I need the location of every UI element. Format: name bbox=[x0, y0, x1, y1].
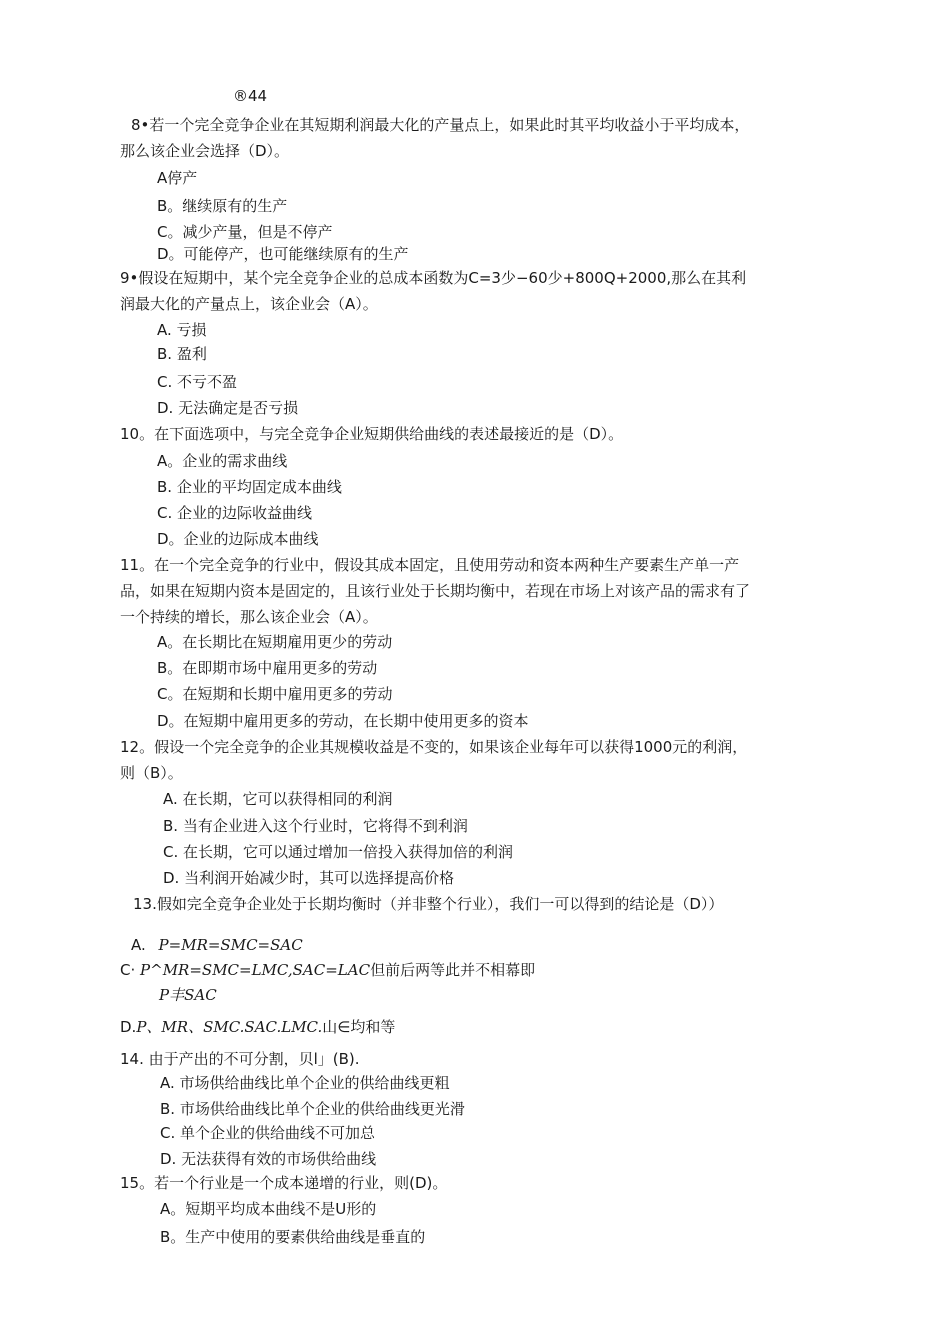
question-text: 14. 由于产出的不可分割，贝l」(B). bbox=[120, 1050, 360, 1068]
formula: P=MR=SMC=SAC bbox=[158, 936, 303, 954]
option-d: D. 无法确定是否亏损 bbox=[157, 399, 299, 417]
question-text: 11。在一个完全竞争的行业中，假设其成本固定，且使用劳动和资本两种生产要素生产单一产 bbox=[120, 556, 740, 574]
option-b: B. 当有企业进入这个行业时，它将得不到利润 bbox=[163, 817, 468, 835]
option-b: B. 盈利 bbox=[157, 345, 207, 363]
option-c: C. 不亏不盈 bbox=[157, 373, 238, 391]
option-c bbox=[120, 960, 535, 980]
question-text: 15。若一个行业是一个成本递增的行业，则(D)。 bbox=[120, 1174, 448, 1192]
option-b: B。继续原有的生产 bbox=[157, 197, 288, 215]
option-c: C。减少产量，但是不停产 bbox=[157, 223, 333, 241]
formula: P、MR、SMC.SAC.LMC. bbox=[136, 1018, 323, 1036]
option-a: A. 在长期，它可以获得相同的利润 bbox=[163, 790, 393, 808]
option-b: B。生产中使用的要素供给曲线是垂直的 bbox=[160, 1228, 426, 1246]
page-mark: ®44 bbox=[233, 87, 268, 105]
option-text: 山∈均和等 bbox=[322, 1018, 396, 1036]
option-a: A. 亏损 bbox=[157, 321, 207, 339]
question-text: 那么该企业会选择（D）。 bbox=[120, 142, 290, 160]
formula: P丰SAC bbox=[159, 986, 217, 1004]
question-text: 10。在下面选项中，与完全竞争企业短期供给曲线的表述最接近的是（D）。 bbox=[120, 425, 624, 443]
formula: P^MR=SMC=LMC,SAC=LAC bbox=[140, 961, 371, 979]
option-d: D。企业的边际成本曲线 bbox=[157, 530, 319, 548]
option-b: B。在即期市场中雇用更多的劳动 bbox=[157, 659, 378, 677]
option-d: D。在短期中雇用更多的劳动，在长期中使用更多的资本 bbox=[157, 712, 529, 730]
question-text: 则（B）。 bbox=[120, 764, 183, 782]
option-d: D. 无法获得有效的市场供给曲线 bbox=[160, 1150, 377, 1168]
option-label: D. bbox=[120, 1018, 137, 1036]
option-label: C· bbox=[120, 961, 136, 979]
question-text: 9•假设在短期中，某个完全竞争企业的总成本函数为C=3少−60少+800Q+2000,那么在其利 bbox=[120, 269, 747, 287]
option-a: A. 市场供给曲线比单个企业的供给曲线更粗 bbox=[160, 1074, 450, 1092]
option-d: D。可能停产，也可能继续原有的生产 bbox=[157, 245, 409, 263]
option-c: C. 企业的边际收益曲线 bbox=[157, 504, 313, 522]
option-c: C. 单个企业的供给曲线不可加总 bbox=[160, 1124, 376, 1142]
option-a: A。短期平均成本曲线不是U形的 bbox=[160, 1200, 377, 1218]
option-b: B. 市场供给曲线比单个企业的供给曲线更光滑 bbox=[160, 1100, 465, 1118]
option-text: 但前后两等此并不相幕即 bbox=[370, 961, 536, 979]
question-text: 12。假设一个完全竞争的企业其规模收益是不变的，如果该企业每年可以获得1000元的利润， bbox=[120, 738, 748, 756]
question-text: 润最大化的产量点上，该企业会（A）。 bbox=[120, 295, 378, 313]
option-b: B. 企业的平均固定成本曲线 bbox=[157, 478, 342, 496]
option-a: A。在长期比在短期雇用更少的劳动 bbox=[157, 633, 393, 651]
option-a: A停产 bbox=[157, 169, 198, 187]
option-label: A. bbox=[131, 936, 146, 954]
option-c: C. 在长期，它可以通过增加一倍投入获得加倍的利润 bbox=[163, 843, 514, 861]
option-c: C。在短期和长期中雇用更多的劳动 bbox=[157, 685, 393, 703]
question-text: 8•若一个完全竞争企业在其短期利润最大化的产量点上，如果此时其平均收益小于平均成本， bbox=[131, 116, 750, 134]
question-text: 一个持续的增长，那么该企业会（A）。 bbox=[120, 608, 378, 626]
question-text: 品，如果在短期内资本是固定的，且该行业处于长期均衡中，若现在市场上对该产品的需求有了 bbox=[120, 582, 751, 600]
option-d bbox=[120, 1017, 395, 1037]
option-a bbox=[131, 935, 303, 955]
option-a: A。企业的需求曲线 bbox=[157, 452, 288, 470]
option-d: D. 当利润开始减少时，其可以选择提高价格 bbox=[163, 869, 455, 887]
question-text: 13.假如完全竞争企业处于长期均衡时（并非整个行业），我们一可以得到的结论是（D）） bbox=[133, 895, 724, 913]
